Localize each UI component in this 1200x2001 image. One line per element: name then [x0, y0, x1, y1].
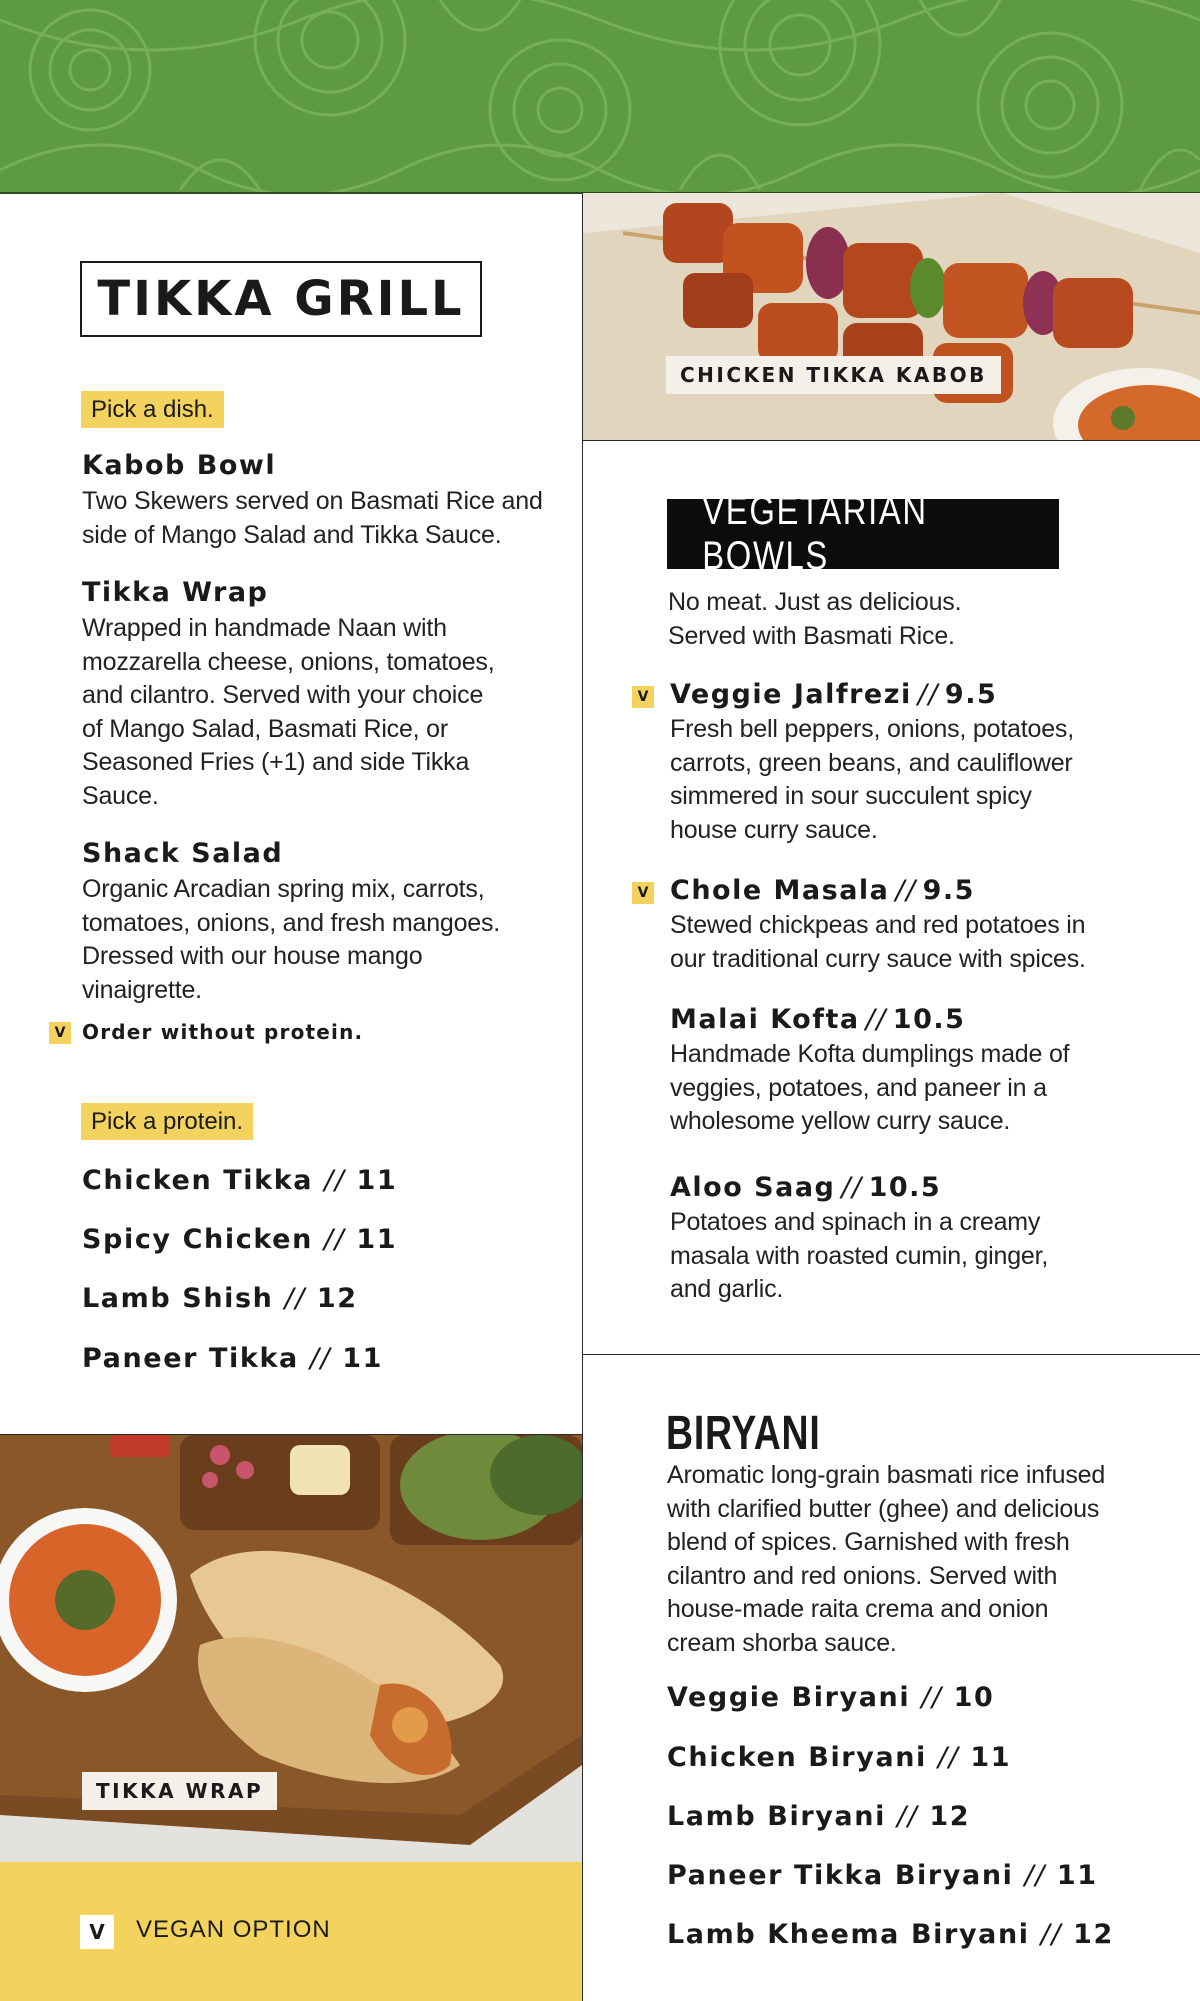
protein-lamb-shish: Lamb Shish // 12: [82, 1283, 358, 1314]
biryani-item-chicken: Chicken Biryani // 11: [667, 1742, 1012, 1773]
veg-desc-veggie-jalfrezi: Fresh bell peppers, onions, potatoes, carrots, green beans, and cauliflower simmered in sour succulent spicy house curry sauce.: [670, 715, 1074, 844]
order-without-protein: Order without protein.: [82, 1020, 364, 1044]
protein-paneer-tikka: Paneer Tikka // 11: [82, 1343, 384, 1374]
protein-spicy-chicken: Spicy Chicken // 11: [82, 1224, 398, 1255]
header-banner: [0, 0, 1200, 194]
pick-protein-label: Pick a protein.: [81, 1103, 253, 1140]
vegetarian-bowls-title: VEGETARIAN BOWLS: [702, 489, 928, 578]
chicken-tikka-kabob-photo-label: CHICKEN TIKKA KABOB: [666, 356, 1001, 394]
tikka-grill-title-box: [80, 261, 482, 337]
biryani-item-veggie: Veggie Biryani // 10: [667, 1682, 995, 1713]
dish-name-shack-salad: Shack Salad: [82, 838, 284, 869]
veg-desc-aloo-saag: Potatoes and spinach in a creamy masala with roasted cumin, ginger, and garlic.: [670, 1208, 1049, 1303]
dish-desc-kabob-bowl: Two Skewers served on Basmati Rice and side of Mango Salad and Tikka Sauce.: [82, 487, 543, 549]
vegan-badge: V: [632, 882, 654, 904]
veg-desc-chole-masala: Stewed chickpeas and red potatoes in our traditional curry sauce with spices.: [670, 911, 1086, 973]
pick-dish-label: Pick a dish.: [81, 391, 224, 428]
biryani-title: BIRYANI: [666, 1407, 821, 1460]
vegan-legend-badge: V: [80, 1915, 114, 1949]
veg-item-chole-masala: Chole Masala // 9.5: [670, 875, 975, 906]
biryani-item-paneer-tikka: Paneer Tikka Biryani // 11: [667, 1860, 1098, 1891]
veg-item-veggie-jalfrezi: Veggie Jalfrezi // 9.5: [670, 679, 998, 710]
dish-desc-tikka-wrap: Wrapped in handmade Naan with mozzarella cheese, onions, tomatoes, and cilantro. Served with your choice of Mango Salad, Basmati Rice, or Seasoned Fries (+1) and side Tikka Sauce.: [82, 614, 495, 810]
mandala-pattern: [0, 0, 1200, 192]
divider-above-biryani: [582, 1354, 1200, 1355]
biryani-title-wrap: [666, 1406, 864, 1461]
vegan-legend-text: VEGAN OPTION: [136, 1916, 331, 1943]
vegan-badge: V: [632, 686, 654, 708]
chicken-tikka-kabob-photo: [583, 193, 1200, 440]
biryani-item-lamb: Lamb Biryani // 12: [667, 1801, 971, 1832]
veg-item-aloo-saag: Aloo Saag // 10.5: [670, 1172, 942, 1203]
biryani-item-lamb-kheema: Lamb Kheema Biryani // 12: [667, 1919, 1114, 1950]
protein-chicken-tikka: Chicken Tikka // 11: [82, 1165, 398, 1196]
vegan-badge: V: [49, 1022, 71, 1044]
vegetarian-bowls-title-box: [667, 489, 1059, 578]
tikka-grill-title: TIKKA GRILL: [97, 271, 465, 327]
veg-item-malai-kofta: Malai Kofta // 10.5: [670, 1004, 966, 1035]
dish-desc-shack-salad: Organic Arcadian spring mix, carrots, tomatoes, onions, and fresh mangoes. Dressed with our house mango vinaigrette.: [82, 875, 501, 1004]
biryani-description: Aromatic long-grain basmati rice infused with clarified butter (ghee) and delicious blend of spices. Garnished with fresh cilantro and red onions. Served with house-made raita crema and onion cream shorba sauce.: [667, 1461, 1106, 1657]
vegetarian-intro: No meat. Just as delicious. Served with Basmati Rice.: [668, 588, 962, 650]
column-divider: [582, 192, 583, 2001]
tikka-wrap-photo-label: TIKKA WRAP: [82, 1772, 277, 1810]
divider-under-kabob-photo: [582, 440, 1200, 441]
dish-name-kabob-bowl: Kabob Bowl: [82, 450, 277, 481]
dish-name-tikka-wrap: Tikka Wrap: [82, 577, 269, 608]
veg-desc-malai-kofta: Handmade Kofta dumplings made of veggies, potatoes, and paneer in a wholesome yellow curry sauce.: [670, 1040, 1070, 1135]
